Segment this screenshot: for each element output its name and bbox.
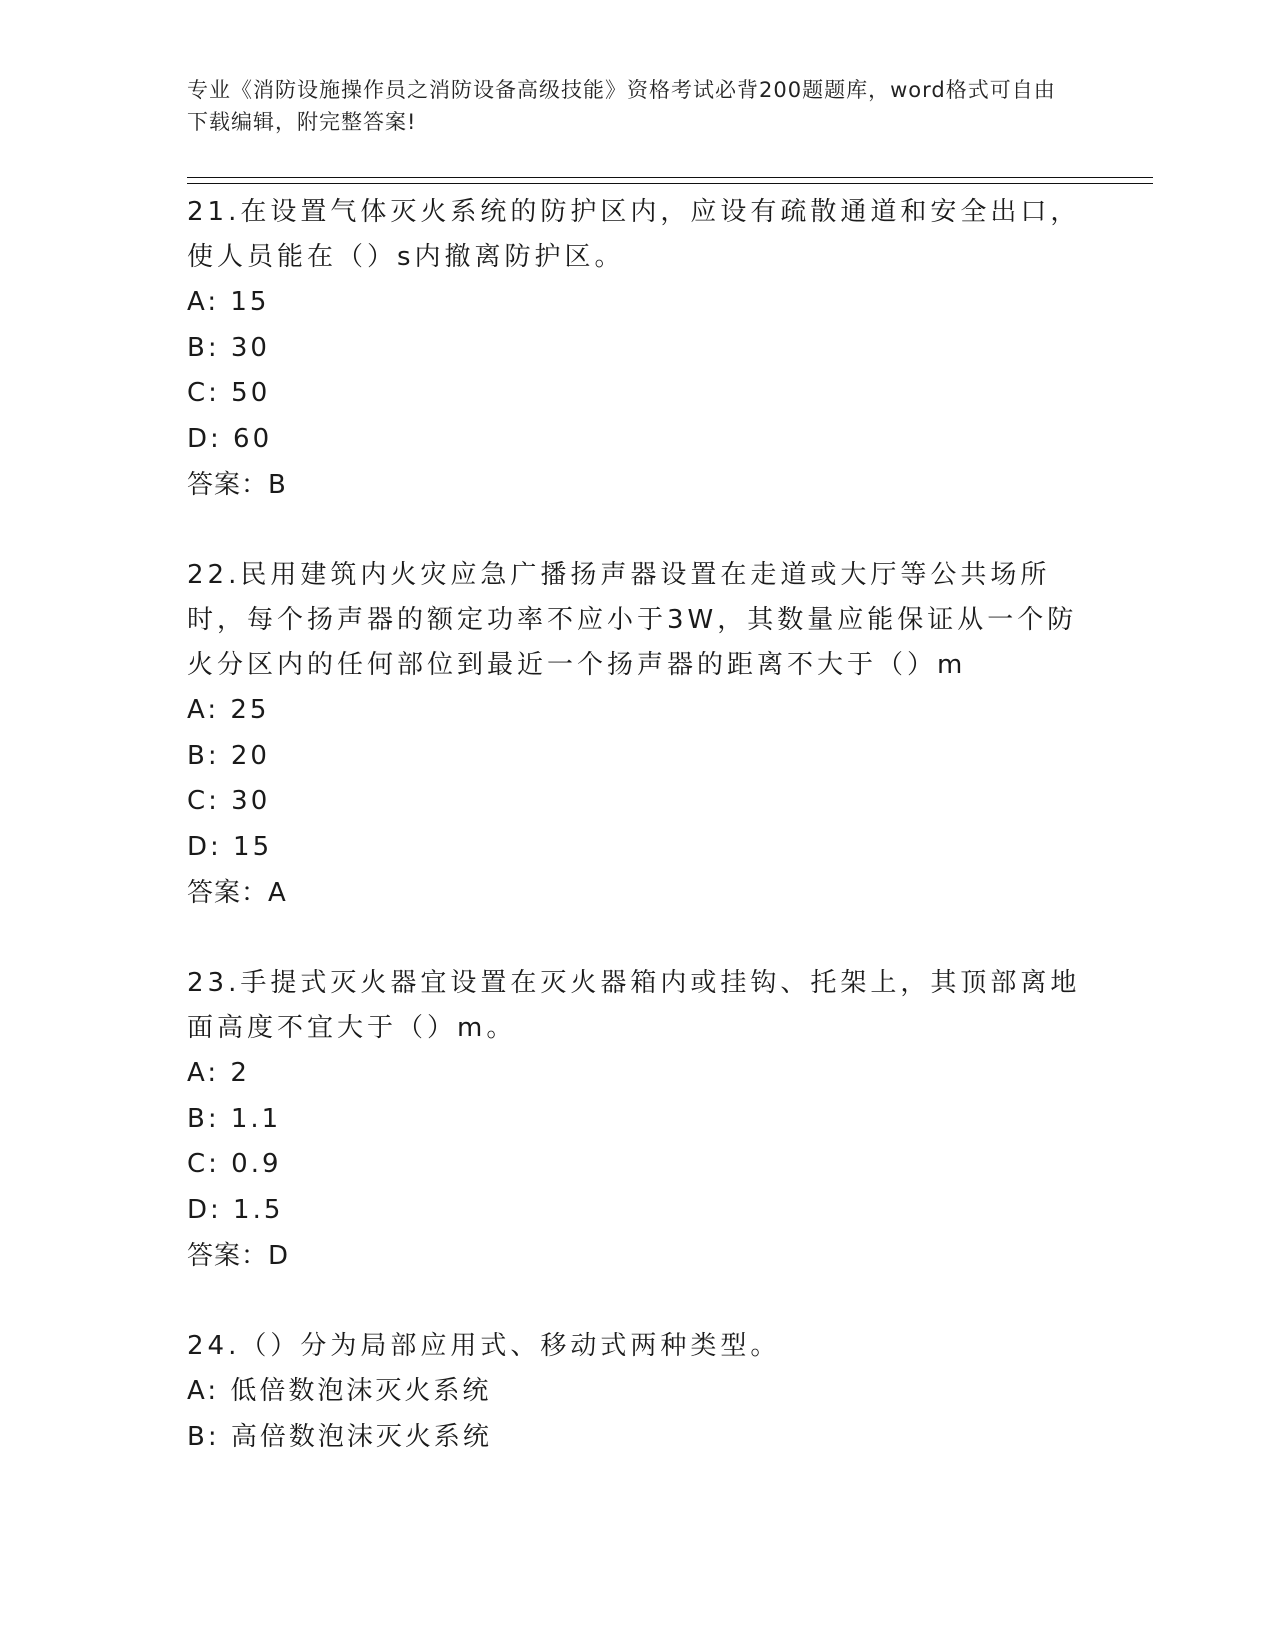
option-list (187, 688, 1087, 870)
option-d: D: 1.5 (187, 1194, 284, 1225)
answer: 答案：D (187, 1241, 290, 1271)
answer: 答案：B (187, 470, 287, 500)
header-divider-bottom (187, 183, 1153, 184)
option-a: A: 低倍数泡沫灭火系统 (187, 1376, 492, 1406)
option-a: A: 25 (187, 695, 270, 725)
document-header: 专业《消防设施操作员之消防设备高级技能》资格考试必背200题题库，word格式可自由下载编辑，附完整答案! (187, 78, 1056, 134)
question-list (187, 190, 1087, 1460)
question-21 (187, 190, 1087, 508)
option-a: A: 15 (187, 287, 270, 317)
option-d: D: 60 (187, 423, 273, 454)
answer: 答案：A (187, 878, 287, 908)
question-23 (187, 961, 1087, 1279)
option-a: A: 2 (187, 1058, 250, 1088)
option-list (187, 280, 1087, 462)
question-stem: 24.（）分为局部应用式、移动式两种类型。 (187, 1331, 781, 1361)
option-b: B: 20 (187, 740, 270, 771)
header-divider-top (187, 177, 1153, 178)
option-b: B: 高倍数泡沫灭火系统 (187, 1421, 492, 1452)
option-c: C: 0.9 (187, 1149, 282, 1179)
question-22 (187, 553, 1087, 916)
option-list (187, 1369, 1087, 1460)
question-stem: 22.民用建筑内火灾应急广播扬声器设置在走道或大厅等公共场所时，每个扬声器的额定功率不应小于3W，其数量应能保证从一个防火分区内的任何部位到最近一个扬声器的距离不大于（）m (187, 560, 1078, 680)
option-list (187, 1051, 1087, 1233)
option-b: B: 30 (187, 332, 270, 363)
option-d: D: 15 (187, 831, 273, 862)
option-c: C: 30 (187, 786, 271, 816)
option-b: B: 1.1 (187, 1103, 282, 1134)
question-stem: 21.在设置气体灭火系统的防护区内，应设有疏散通道和安全出口，使人员能在（）s内撤离防护区。 (187, 197, 1081, 272)
option-c: C: 50 (187, 378, 271, 408)
question-stem: 23.手提式灭火器宜设置在灭火器箱内或挂钩、托架上，其顶部离地面高度不宜大于（）m。 (187, 968, 1081, 1043)
question-24 (187, 1324, 1087, 1460)
